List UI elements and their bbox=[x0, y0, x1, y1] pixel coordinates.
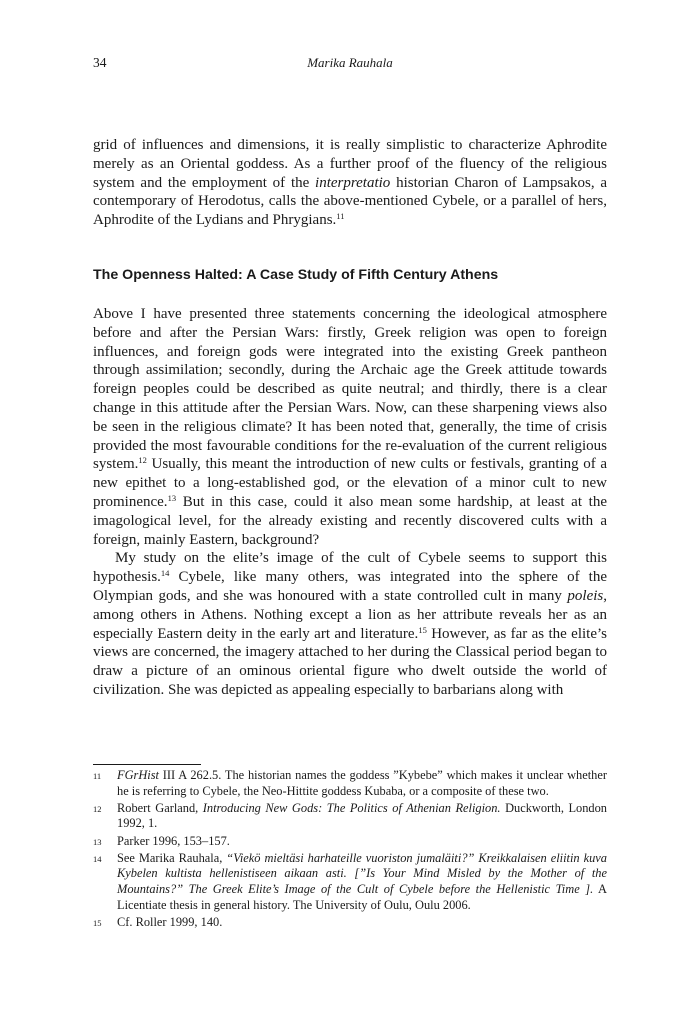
footnote-number: 12 bbox=[93, 803, 102, 814]
note-reference: 15 bbox=[418, 624, 427, 635]
footnote-text bbox=[117, 851, 607, 912]
text-run: However, as far as the elite’s views are concerned, the imagery attached to her during the Classical period began to draw a picture of an ominous oriental figure who dwelt outside the world of civilization. She was depicted as appealing especially to barbarians along with bbox=[93, 625, 607, 698]
italic-text: FGrHist bbox=[117, 768, 159, 782]
text-run: Cybele, like many others, was integrated into the sphere of the Olympian gods, and she was honoured with a state controlled cult in many bbox=[93, 569, 607, 604]
text-run: But in this case, could it also mean some hardship, at least at the imagological level, for the already existing and recently discovered cults with a foreign, mainly Eastern, background? bbox=[93, 493, 607, 548]
footnote-separator bbox=[93, 764, 201, 765]
note-reference: 11 bbox=[336, 211, 345, 222]
footnotes bbox=[93, 768, 607, 932]
footnote-number: 14 bbox=[93, 853, 102, 864]
text-run: Usually, this meant the introduction of new cults or festivals, granting of a new epithet to a long-established god, or the elevation of a minor cult to new prominence. bbox=[93, 456, 607, 510]
text-run: , among others in Athens. Nothing except a lion as her attribute reveals her as an especially Eastern deity in the early art and literature. bbox=[93, 587, 607, 642]
footnote-11 bbox=[93, 768, 607, 799]
footnote-13 bbox=[93, 834, 607, 850]
text-run: See Marika Rauhala, bbox=[117, 850, 227, 865]
text-run: Parker 1996, 153–157. bbox=[117, 833, 230, 848]
text-run: Above I have presented three statements concerning the ideological atmosphere before and after the Persian Wars: firstly, Greek religion was open to foreign influences, and foreign gods were integrated into the existing Greek pantheon through assimilation; secondly, during the Archaic age the Greek attitude towards foreign peoples could be described as quite neutral; and thirdly, there is a clear change in this attitude after the Persian Wars. Now, can these sharpening views also be seen in the religious climate? It has been noted that, generally, the time of crisis provided the most favourable conditions for the re-evaluation of the current religious system. bbox=[93, 306, 607, 473]
italic-text: poleis bbox=[567, 587, 604, 604]
text-run: Cf. Roller 1999, 140. bbox=[117, 914, 223, 929]
section-heading: The Openness Halted: A Case Study of Fifth Century Athens bbox=[93, 267, 499, 283]
note-reference: 12 bbox=[138, 455, 147, 466]
text-run: grid of influences and dimensions, it is really simplistic to characterize Aphrodite merely as an Oriental goddess. As a further proof of the fluency of the religious system and the employment of the bbox=[93, 137, 607, 191]
footnote-text bbox=[117, 768, 607, 798]
note-reference: 14 bbox=[160, 568, 170, 579]
text-run: Robert Garland, bbox=[117, 800, 203, 815]
running-title: Marika Rauhala bbox=[307, 55, 393, 70]
italic-text: interpretatio bbox=[315, 174, 391, 191]
note-reference: 13 bbox=[167, 492, 177, 503]
footnote-12 bbox=[93, 801, 607, 832]
footnote-number: 11 bbox=[93, 771, 102, 781]
footnote-text bbox=[117, 801, 607, 831]
footnote-text bbox=[117, 915, 222, 929]
text-run: A Licentiate thesis in general history. The University of Oulu, Oulu 2006. bbox=[117, 881, 607, 912]
running-head bbox=[93, 55, 607, 75]
text-run: III A 262.5. The historian names the goddess ”Kybebe” which makes it unclear whether he is referring to Cybele, the Neo-Hittite goddess Kubaba, or a composite of these two. bbox=[117, 768, 607, 798]
italic-text: Introducing New Gods: The Politics of Athenian Religion. bbox=[202, 800, 501, 815]
body-paragraph-1 bbox=[93, 305, 607, 549]
intro-paragraph bbox=[93, 136, 607, 230]
footnote-15 bbox=[93, 915, 607, 931]
footnote-number: 13 bbox=[93, 836, 102, 847]
body-paragraph-2 bbox=[93, 549, 607, 699]
intro-paragraph-block bbox=[93, 136, 607, 230]
text-run: historian Charon of Lampsakos, a contemporary of Herodotus, calls the above-mentioned Cybele, or a parallel of hers, Aphrodite of the Lydians and Phrygians. bbox=[93, 174, 607, 229]
footnote-number: 15 bbox=[93, 917, 102, 928]
section-body bbox=[93, 305, 607, 700]
page-number: 34 bbox=[93, 55, 107, 70]
footnote-14 bbox=[93, 851, 607, 913]
text-run: My study on the elite’s image of the cult of Cybele seems to support this hypothesis. bbox=[93, 550, 607, 586]
italic-text: “Viekö mieltäsi harhateille vuoriston jumaläiti?” Kreikkalaisen eliitin kuva Kybelen kultista hellenistiseen aikaan asti. [”Is Your Mind Misled by the Mother of the Mountains?” The Greek Elite’s Image of the Cult of Cybele before the Hellenistic Time ]. bbox=[117, 850, 607, 896]
text-run: Duckworth, London 1992, 1. bbox=[117, 800, 607, 831]
footnote-text bbox=[117, 834, 230, 848]
